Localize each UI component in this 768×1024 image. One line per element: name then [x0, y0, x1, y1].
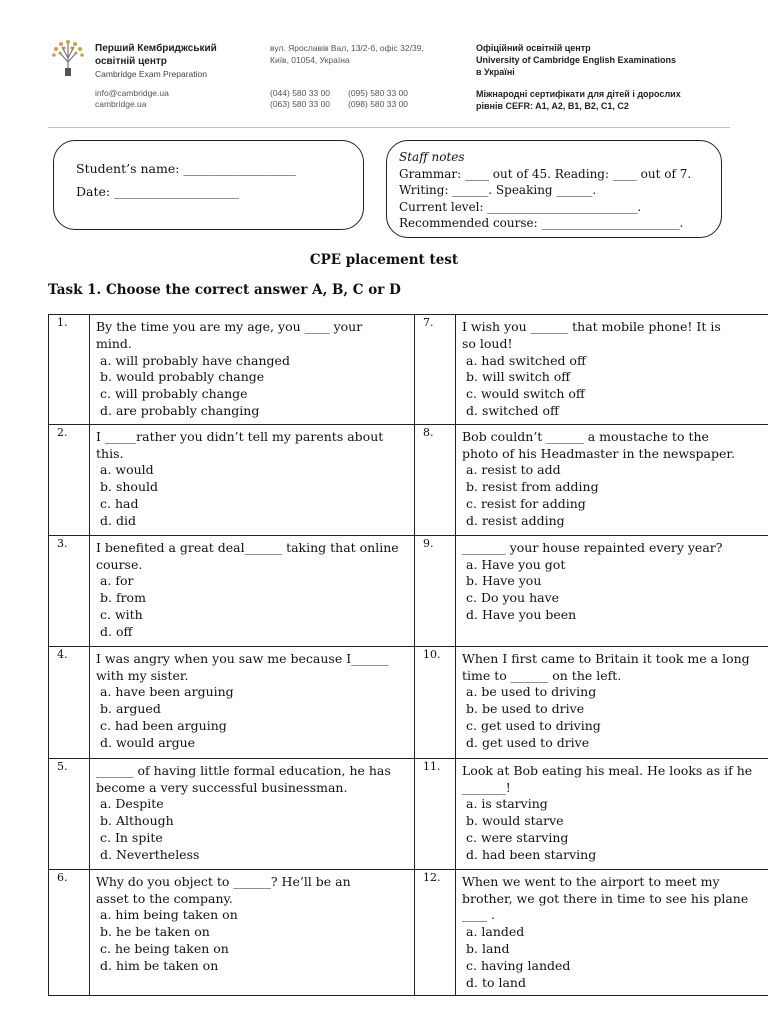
question-stem: ____ .	[462, 907, 495, 923]
answer-option-b[interactable]: b. would probably change	[100, 369, 265, 385]
header-divider	[48, 127, 730, 128]
answer-option-b[interactable]: b. be used to drive	[466, 701, 585, 717]
question-cell	[456, 758, 768, 869]
org-line-2: освітній центр	[95, 56, 167, 67]
question-stem: Bob couldn’t ______ a moustache to the	[462, 428, 709, 444]
answer-option-b[interactable]: b. Although	[100, 813, 174, 829]
phone-4: (098) 580 33 00	[348, 99, 409, 109]
org-name	[95, 42, 217, 81]
question-row	[49, 315, 768, 425]
answer-option-b[interactable]: b. land	[466, 940, 510, 956]
question-number: 5.	[49, 758, 90, 869]
answer-option-d[interactable]: d. would argue	[100, 734, 196, 750]
question-number: 7.	[415, 315, 456, 425]
phone-2: (095) 580 33 00	[348, 88, 409, 98]
question-number: 11.	[415, 758, 456, 869]
answer-option-b[interactable]: b. from	[100, 590, 146, 606]
question-stem: ______ of having little formal education, he has	[96, 762, 391, 778]
answer-option-d[interactable]: d. had been starving	[466, 846, 597, 862]
answer-option-d[interactable]: d. Nevertheless	[100, 846, 200, 862]
question-stem: _______!	[462, 779, 511, 795]
answer-option-c[interactable]: c. Do you have	[466, 590, 560, 606]
answer-option-a[interactable]: a. had switched off	[466, 352, 586, 368]
question-stem: mind.	[96, 335, 132, 351]
contact-info	[95, 88, 169, 110]
answer-option-c[interactable]: c. would switch off	[466, 386, 585, 402]
question-cell	[90, 646, 415, 758]
answer-option-d[interactable]: d. resist adding	[466, 512, 565, 528]
phone-numbers	[270, 88, 426, 110]
answer-option-a[interactable]: a. resist to add	[466, 462, 561, 478]
answer-option-a[interactable]: a. be used to driving	[466, 684, 597, 700]
answer-option-c[interactable]: c. with	[100, 606, 143, 622]
recommended-course-field[interactable]: Recommended course: _______________________.	[399, 216, 684, 230]
question-stem: with my sister.	[96, 667, 189, 683]
question-cell	[90, 424, 415, 535]
question-stem: course.	[96, 556, 143, 572]
question-stem: I _____rather you didn’t tell my parents about	[96, 428, 384, 444]
question-stem: By the time you are my age, you ____ your	[96, 319, 363, 334]
answer-option-c[interactable]: c. had	[100, 495, 139, 511]
answer-option-b[interactable]: b. Have you	[466, 573, 542, 589]
answer-option-d[interactable]: d. off	[100, 623, 133, 639]
question-number: 3.	[49, 535, 90, 646]
answer-option-c[interactable]: c. In spite	[100, 829, 163, 845]
answer-option-c[interactable]: c. had been arguing	[100, 717, 227, 733]
date-field[interactable]: Date: ____________________	[76, 184, 240, 199]
question-stem: _______ your house repainted every year?	[462, 539, 723, 555]
email-text: info@cambridge.ua	[95, 88, 169, 98]
grammar-score-field[interactable]: Grammar: ____ out of 45. Reading: ____ out of 7.	[399, 167, 692, 181]
question-stem: brother, we got there in time to see his plane	[462, 890, 749, 906]
question-number: 10.	[415, 646, 456, 758]
org-line-1: Перший Кембриджський	[95, 43, 217, 54]
question-cell	[456, 424, 768, 535]
question-stem: When I first came to Britain it took me a long	[462, 650, 750, 666]
question-cell	[456, 646, 768, 758]
tree-logo-icon	[50, 38, 86, 78]
question-cell	[90, 869, 415, 996]
question-cell	[456, 535, 768, 646]
question-stem: I benefited a great deal______ taking that online	[96, 539, 399, 555]
answer-option-a[interactable]: a. Have you got	[466, 556, 566, 572]
staff-notes-box	[386, 140, 722, 238]
question-stem: asset to the company.	[96, 890, 233, 906]
official-line-2: University of Cambridge English Examinations	[476, 55, 677, 65]
answer-option-c[interactable]: c. were starving	[466, 829, 569, 845]
question-row	[49, 758, 768, 869]
answer-option-d[interactable]: d. Have you been	[466, 606, 577, 622]
question-row	[49, 535, 768, 646]
answer-option-c[interactable]: c. get used to driving	[466, 717, 601, 733]
website-text: cambridge.ua	[95, 99, 147, 109]
student-name-field[interactable]: Student’s name: __________________	[76, 161, 296, 176]
address	[270, 42, 424, 66]
answer-option-b[interactable]: b. resist from adding	[466, 479, 599, 495]
answer-option-a[interactable]: a. landed	[466, 924, 525, 940]
official-line-3: в Україні	[476, 67, 515, 77]
answer-option-c[interactable]: c. having landed	[466, 957, 571, 973]
question-cell	[90, 315, 415, 425]
answer-option-a[interactable]: a. will probably have changed	[100, 352, 290, 368]
questions-table	[48, 314, 768, 996]
letterhead	[0, 0, 768, 130]
answer-option-c[interactable]: c. will probably change	[100, 386, 248, 402]
question-stem: photo of his Headmaster in the newspaper.	[462, 445, 735, 461]
question-stem: Look at Bob eating his meal. He looks as if he	[462, 762, 753, 778]
answer-option-b[interactable]: b. would starve	[466, 813, 564, 829]
question-cell	[90, 535, 415, 646]
answer-option-c[interactable]: c. he being taken on	[100, 940, 229, 956]
current-level-field[interactable]: Current level: _________________________.	[399, 200, 642, 214]
question-stem: time to ______ on the left.	[462, 667, 622, 683]
answer-option-d[interactable]: d. are probably changing	[100, 402, 260, 418]
student-info-box	[53, 140, 364, 230]
question-row	[49, 646, 768, 758]
answer-option-a[interactable]: a. Despite	[100, 796, 164, 812]
answer-option-d[interactable]: d. did	[100, 512, 136, 528]
answer-option-c[interactable]: c. resist for adding	[466, 495, 586, 511]
answer-option-a[interactable]: a. would	[100, 462, 154, 478]
question-cell	[456, 869, 768, 996]
answer-option-d[interactable]: d. get used to drive	[466, 734, 590, 750]
question-cell	[456, 315, 768, 425]
phone-3: (063) 580 33 00	[270, 99, 331, 109]
answer-option-a[interactable]: a. for	[100, 573, 134, 589]
writing-speaking-field[interactable]: Writing: ______. Speaking ______.	[399, 183, 597, 197]
address-line-1: вул. Ярославів Вал, 13/2-б, офіс 32/39,	[270, 43, 424, 53]
task-heading: Task 1. Choose the correct answer A, B, C or D	[48, 282, 401, 298]
certs-line-2: рівнів CEFR: A1, A2, B1, B2, C1, C2	[476, 101, 629, 111]
question-stem: so loud!	[462, 335, 513, 351]
question-stem: When we went to the airport to meet my	[462, 873, 720, 889]
answer-option-b[interactable]: b. will switch off	[466, 369, 571, 385]
question-stem: become a very successful businessman.	[96, 779, 348, 795]
org-line-3: Cambridge Exam Preparation	[95, 69, 207, 79]
question-number: 1.	[49, 315, 90, 425]
question-cell	[90, 758, 415, 869]
answer-option-d[interactable]: d. to land	[466, 974, 526, 990]
question-number: 6.	[49, 869, 90, 996]
answer-option-a[interactable]: a. is starving	[466, 796, 548, 812]
page-title: CPE placement test	[309, 252, 459, 268]
official-center	[476, 42, 676, 78]
answer-option-b[interactable]: b. he be taken on	[100, 924, 210, 940]
answer-option-d[interactable]: d. switched off	[466, 402, 559, 418]
answer-option-a[interactable]: a. him being taken on	[100, 907, 238, 923]
official-line-1: Офіційний освітній центр	[476, 43, 591, 53]
answer-option-b[interactable]: b. should	[100, 479, 158, 495]
question-stem: Why do you object to ______? He’ll be an	[96, 873, 351, 889]
question-number: 4.	[49, 646, 90, 758]
question-number: 9.	[415, 535, 456, 646]
answer-option-d[interactable]: d. him be taken on	[100, 957, 219, 973]
question-row	[49, 869, 768, 996]
certs-line-1: Міжнародні сертифікати для дітей і дорослих	[476, 89, 681, 99]
address-line-2: Київ, 01054, Україна	[270, 55, 350, 65]
answer-option-b[interactable]: b. argued	[100, 701, 161, 717]
question-row	[49, 424, 768, 535]
question-stem: I wish you ______ that mobile phone! It is	[462, 319, 721, 334]
phone-1: (044) 580 33 00	[270, 88, 331, 98]
question-number: 12.	[415, 869, 456, 996]
staff-notes-title: Staff notes	[399, 150, 465, 164]
question-number: 8.	[415, 424, 456, 535]
certificates-info	[476, 88, 681, 112]
question-stem: I was angry when you saw me because I______	[96, 650, 389, 666]
question-stem: this.	[96, 445, 124, 461]
question-number: 2.	[49, 424, 90, 535]
answer-option-a[interactable]: a. have been arguing	[100, 684, 234, 700]
